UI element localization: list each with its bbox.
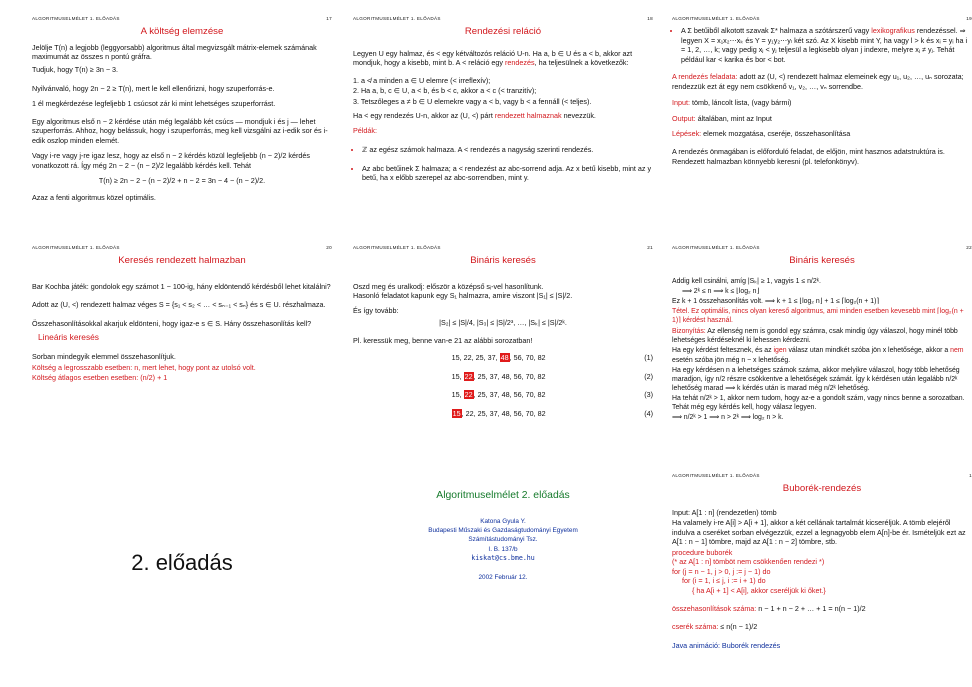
email: kiskat@cs.bme.hu	[471, 553, 535, 562]
slide-cost-analysis	[32, 16, 332, 226]
paragraph: Azaz a fenti algoritmus közel optimális.	[32, 192, 156, 202]
slide-title: Keresés rendezett halmazban	[118, 255, 246, 266]
sequence	[353, 353, 644, 363]
header-text: ALGORITMUSELMÉLET 1. ELŐADÁS	[672, 245, 760, 250]
date: 2002 Február 12.	[478, 574, 528, 582]
text: tömb, láncolt lista, (vagy bármi)	[691, 98, 792, 107]
text: válasz utan mindkét szóba jön x lehetősége, akkor a	[788, 347, 949, 355]
paragraph: Nyilvánvaló, hogy 2n − 2 ≥ T(n), mert le kell ellenőrizni, hogy szuperforrás-e.	[32, 83, 275, 93]
sequence-row	[353, 409, 653, 419]
text: Ha < egy rendezés U-n, akkor az (U, <) párt	[353, 111, 493, 121]
paragraph: Sorban mindegyik elemmel összehasonlítjuk.	[32, 352, 176, 362]
seq-part: , 25, 37, 48, 56, 70, 82	[473, 390, 546, 400]
term-highlight: Output:	[672, 113, 696, 123]
slide-header	[353, 245, 653, 255]
slide-cover	[32, 473, 332, 653]
slide-ordering-relation	[353, 16, 653, 226]
examples-label: Példák:	[353, 125, 377, 135]
slide-binary-search-proof	[672, 245, 972, 455]
paragraph	[353, 49, 653, 68]
text: Ha egy kérdést feltesznek, és az	[672, 347, 772, 355]
affiliation-line: I. B. 137/b	[488, 545, 518, 553]
page-number: 17	[326, 16, 332, 21]
text: adott az (U, <) rendezett halmaz elemeinek egy u₁, u₂, …, uₙ sorozata; rendezzük ezt át egy nem csökkenő v₁, v₂, …, vₙ sorrendbe.	[672, 72, 964, 91]
paragraph: Pl. keressük meg, benne van-e 21 az alábbi sorozatban!	[353, 335, 533, 345]
term-highlight: Lépések:	[672, 129, 702, 138]
sequence	[353, 409, 644, 419]
slide-header	[672, 245, 972, 255]
text: n − 1 + n − 2 + … + 1 = n(n − 1)/2	[758, 604, 866, 614]
rule: 2. Ha a, b, c ∈ U, a < b, és b < c, akkor a < c (< tranzitív);	[353, 86, 537, 96]
term-highlight: összehasonlítások száma:	[672, 604, 757, 614]
lecture-title: Algoritmuselmélet 2. előadás	[436, 490, 570, 501]
term-highlight: A rendezés feladata:	[672, 72, 738, 81]
proof-label: Bizonyítás:	[672, 328, 706, 336]
paragraph	[672, 129, 972, 139]
cost-average: Költség átlagos esetben esetben: (n/2) + 1	[32, 373, 168, 383]
paragraph: Ez k + 1 összehasonlítás volt. ⟹ k + 1 ≤ ⌊log₂ n⌋ + 1 ≤ ⌈log₂(n + 1)⌉	[672, 297, 880, 305]
slide-search-sorted	[32, 245, 332, 455]
sequence-row	[353, 390, 653, 400]
paragraph: Rendezett halmazban könnyebb keresni (pl. telefonkönyv).	[672, 157, 859, 166]
sequence-row	[353, 353, 653, 363]
seq-part: 15,	[451, 371, 464, 381]
paragraph: Addig kell csinálni, amíg |Sₖ| ≥ 1, vagyis 1 ≤ n/2ᵏ.	[672, 277, 821, 285]
theorem-text: Ez optimális, nincs olyan kereső algoritmus, ami minden esetben kevesebb mint ⌈log₂(n + 1)⌉ kérdést használ.	[672, 307, 964, 325]
paragraph: A rendezés önmagában is előforduló feladat, de előjön, mint hasznos adatstruktúra is.	[672, 146, 945, 156]
paragraph: Oszd meg és uralkodj: először a középső sᵢ-vel hasonlítunk.	[353, 281, 544, 291]
paragraph: Adott az (U, <) rendezett halmaz véges S = {s₁ < s₂ < … < sₙ₋₁ < sₙ} és s ∈ U. részhalmaza.	[32, 300, 326, 310]
slide-title: A költség elemzése	[140, 26, 224, 37]
paragraph: Input: A[1 : n] (rendezetlen) tömb	[672, 507, 777, 517]
answer-no: nem	[950, 347, 964, 355]
highlighted-element: 15	[452, 408, 461, 418]
text: esetén szóba jön még n − x lehetőség.	[672, 356, 791, 364]
row-tag: (4)	[644, 408, 653, 418]
text: , ha teljesülnek a következők:	[534, 58, 629, 68]
term-highlight: Input:	[672, 98, 690, 107]
affiliation-line: Budapesti Műszaki és Gazdaságtudományi Egyetem	[428, 527, 578, 535]
page-number: 1	[969, 473, 972, 478]
paragraph	[672, 114, 972, 124]
java-animation-link[interactable]: Java animáció: Buborék rendezés	[672, 641, 781, 651]
paragraph: Egy algoritmus első n − 2 kérdése után még legalább két csúcs — mondjuk i és j — lehet szuperforrás. Ahhoz, hogy belássuk, hogy i szuperforrás, meg kell vizsgálni az i-edik sor és i-edik oszlop minden elemét.	[32, 116, 328, 145]
paragraph: Ha valamely i-re A[i] > A[i + 1], akkor a két cellának tartalmát kicseréljük. A tömb elejéről indulva a cseréket sorban elvégezzük, ezzel a legnagyobb elem A[n]-be ér. Ismételjük ezt az A[1 : n − 1] tömbre, majd az A[1 : n − 2] tömbre, stb.	[672, 518, 966, 547]
paragraph	[672, 72, 972, 91]
paragraph: Ha tehát n/2ᵏ > 1, akkor nem tudom, hogy az-e a gondolt szám, vagy nincs benne a sorozatban. Tehát még egy kérdés kell, hogy válasz legyen.	[672, 394, 965, 412]
code-line: (* az A[1 : n] tömböt nem csökkenően rendezi *)	[672, 557, 825, 567]
header-text: ALGORITMUSELMÉLET 1. ELŐADÁS	[353, 16, 441, 21]
paragraph: ⟹ n/2ᵏ > 1 ⟹ n > 2ᵏ ⟹ log₂ n > k.	[672, 414, 784, 422]
cost-worst: Költség a legrosszabb esetben: n, mert lehet, hogy pont az utolsó volt.	[32, 362, 256, 372]
highlighted-element: 48	[500, 353, 509, 363]
text: rendezéssel. ⇒ legyen X = x₁x₂⋯xₖ és Y = y₁y₂⋯yₗ két szó. Az X kisebb mint Y, ha vagy l > k és xᵢ = yᵢ ha i = 1, 2, …, k; vagy pedig xⱼ < yⱼ teljesül a legkisebb olyan j indexre, melyre xⱼ ≠ yⱼ. Tehát például kar < karika és bor < bot.	[681, 26, 968, 64]
row-tag: (1)	[644, 353, 653, 363]
row-tag: (3)	[644, 390, 653, 400]
sequence	[353, 372, 644, 382]
slide-header	[32, 245, 332, 255]
page-number: 21	[647, 245, 653, 250]
seq-part: 15,	[451, 390, 464, 400]
code-line: { ha A[i + 1] < A[i], akkor cseréljük ki őket.}	[692, 585, 826, 595]
text: nevezzük.	[563, 111, 596, 121]
sequence	[353, 390, 644, 400]
paragraph: Hasonló feladatot kapunk egy S₁ halmazra, amire viszont |S₁| ≤ |S|/2.	[353, 291, 573, 301]
slide-title: Bináris keresés	[789, 255, 855, 266]
code-line: for (j = n − 1, j > 0, j := j − 1) do	[672, 566, 771, 576]
rule: 3. Tetszőleges a ≠ b ∈ U elemekre vagy a < b, vagy b < a fennáll (< teljes).	[353, 96, 592, 106]
paragraph	[672, 98, 972, 108]
author: Katona Gyula Y.	[480, 517, 526, 525]
answer-yes: igen	[773, 347, 787, 355]
highlighted-element: 22	[464, 371, 473, 381]
paragraph: És így tovább:	[353, 305, 399, 315]
list-item: • ℤ az egész számok halmaza. A < rendezés a nagyság szerinti rendezés.	[362, 145, 653, 155]
sequence-row	[353, 372, 653, 382]
proof	[672, 327, 972, 345]
code-line: for (i = 1, i ≤ j, i := i + 1) do	[682, 576, 766, 586]
paragraph	[672, 346, 972, 364]
slide-title: Rendezési reláció	[464, 26, 542, 37]
section-heading: Lineáris keresés	[38, 332, 99, 343]
paragraph: Vagy i-re vagy j-re igaz lesz, hogy az első n − 2 kérdés közül legfeljebb (n − 2)/2 kérdés vonatkozott rá. Így még 2n − 2 − (n − 2)/2 legalább kérdés kell. Tehát	[32, 151, 310, 170]
page-number: 19	[966, 16, 972, 21]
text: Az ellenség nem is gondol egy számra, csak mindig úgy válaszol, hogy minél több lehetséges kérdéseknél ki lehessen kérdezni.	[672, 328, 958, 345]
header-text: ALGORITMUSELMÉLET 1. ELŐADÁS	[672, 473, 760, 478]
slide-title: Buborék-rendezés	[782, 483, 862, 494]
slide-bubble-sort	[672, 473, 972, 683]
paragraph: Bar Kochba játék: gondolok egy számot 1 − 100-ig, hány eldöntendő kérdésből lehet kitalálni?	[32, 281, 331, 291]
header-text: ALGORITMUSELMÉLET 1. ELŐADÁS	[353, 245, 441, 250]
rule: 1. a ≮ a minden a ∈ U elemre (< irreflexív);	[353, 75, 491, 85]
header-text: ALGORITMUSELMÉLET 1. ELŐADÁS	[32, 245, 120, 250]
paragraph: 1 él megkérdezése legfeljebb 1 csúcsot zár ki mint lehetséges szuperforrást.	[32, 99, 276, 109]
slide-header	[32, 16, 332, 26]
slide-header	[672, 473, 972, 483]
formula: |S₂| ≤ |S|/4, |S₃| ≤ |S|/2³, …, |Sₖ| ≤ |S|/2ᵏ.	[439, 318, 567, 328]
paragraph: Ha egy kérdésen n a lehetséges számok száma, akkor melyikre válaszol, hogy több lehetőség maradjon, így n/2 részre csökkentve a lehetőségek számát. Így k kérdésen után legalább n/2ᵏ lehetőség marad ⟹ k kérdés után is marad még n/2ᵏ lehetőség.	[672, 366, 960, 392]
text: ≤ n(n − 1)/2	[720, 621, 758, 631]
term-highlight: cserék száma:	[672, 621, 719, 631]
sequence-rows	[353, 353, 653, 418]
slide-header	[353, 16, 653, 26]
text: Legyen U egy halmaz, és < egy kétváltozós reláció U-n. Ha a, b ∈ U és a < b, akkor azt mondjuk, hogy a kisebb, mint b. A < reláció egy	[353, 48, 633, 68]
row-tag: (2)	[644, 371, 653, 381]
paragraph: Jelölje T(n) a legjobb (leggyorsabb) algoritmus által megvizsgált mátrix-elemek számának maximumát az összes n pontú gráfra.	[32, 42, 317, 62]
page-number: 20	[326, 245, 332, 250]
paragraph: ⟹ 2ᵏ ≤ n ⟹ k ≤ ⌊log₂ n⌋	[682, 287, 760, 295]
seq-part: 15, 22, 25, 37,	[451, 353, 500, 363]
paragraph	[353, 111, 653, 121]
formula: T(n) ≥ 2n − 2 − (n − 2)/2 + n − 2 = 3n − 4 − (n − 2)/2.	[98, 176, 266, 186]
seq-part: , 25, 37, 48, 56, 70, 82	[473, 371, 546, 381]
list-item	[681, 26, 972, 64]
slide-sorting-task	[672, 16, 972, 226]
cost-comparisons	[672, 604, 972, 614]
seq-part: , 56, 70, 82	[509, 353, 546, 363]
term-highlight: rendezett halmaznak	[494, 111, 562, 121]
procedure-name: procedure buborék	[672, 547, 733, 557]
slide-header	[672, 16, 972, 26]
text: elemek mozgatása, cseréje, összehasonlítása	[703, 129, 851, 138]
highlighted-element: 22	[464, 390, 473, 400]
page-number: 22	[966, 245, 972, 250]
slide-title: Bináris keresés	[470, 255, 536, 266]
cost-swaps	[672, 622, 972, 632]
seq-part: , 22, 25, 37, 48, 56, 70, 82	[461, 408, 546, 418]
term-highlight: rendezés	[505, 58, 535, 68]
header-text: ALGORITMUSELMÉLET 1. ELŐADÁS	[32, 16, 120, 21]
affiliation-line: Számítástudományi Tsz.	[468, 536, 538, 544]
page-number: 18	[647, 16, 653, 21]
slide-title-page	[353, 473, 653, 683]
slide-binary-search	[353, 245, 653, 455]
term-highlight: lexikografikus	[871, 26, 915, 35]
cover-title: 2. előadás	[131, 550, 233, 576]
text: általában, mint az Input	[697, 113, 772, 123]
text: A Σ betűiből alkotott szavak Σ* halmaza a szótárszerű vagy	[681, 26, 870, 35]
list-item: • Az abc betűinek Σ halmaza; a < rendezést az abc-sorrend adja. Az x betű kisebb, mint az y betű, ha x előbb szerepel az abc-sorrendben, mint y.	[362, 164, 653, 183]
theorem-label: Tétel.	[672, 307, 690, 315]
paragraph: Tudjuk, hogy T(n) ≥ 3n − 3.	[32, 65, 119, 75]
theorem	[672, 307, 972, 325]
header-text: ALGORITMUSELMÉLET 1. ELŐADÁS	[672, 16, 760, 21]
paragraph: Összehasonlításokkal akarjuk eldönteni, hogy igaz-e s ∈ S. Hány összehasonlítás kell?	[32, 318, 312, 328]
